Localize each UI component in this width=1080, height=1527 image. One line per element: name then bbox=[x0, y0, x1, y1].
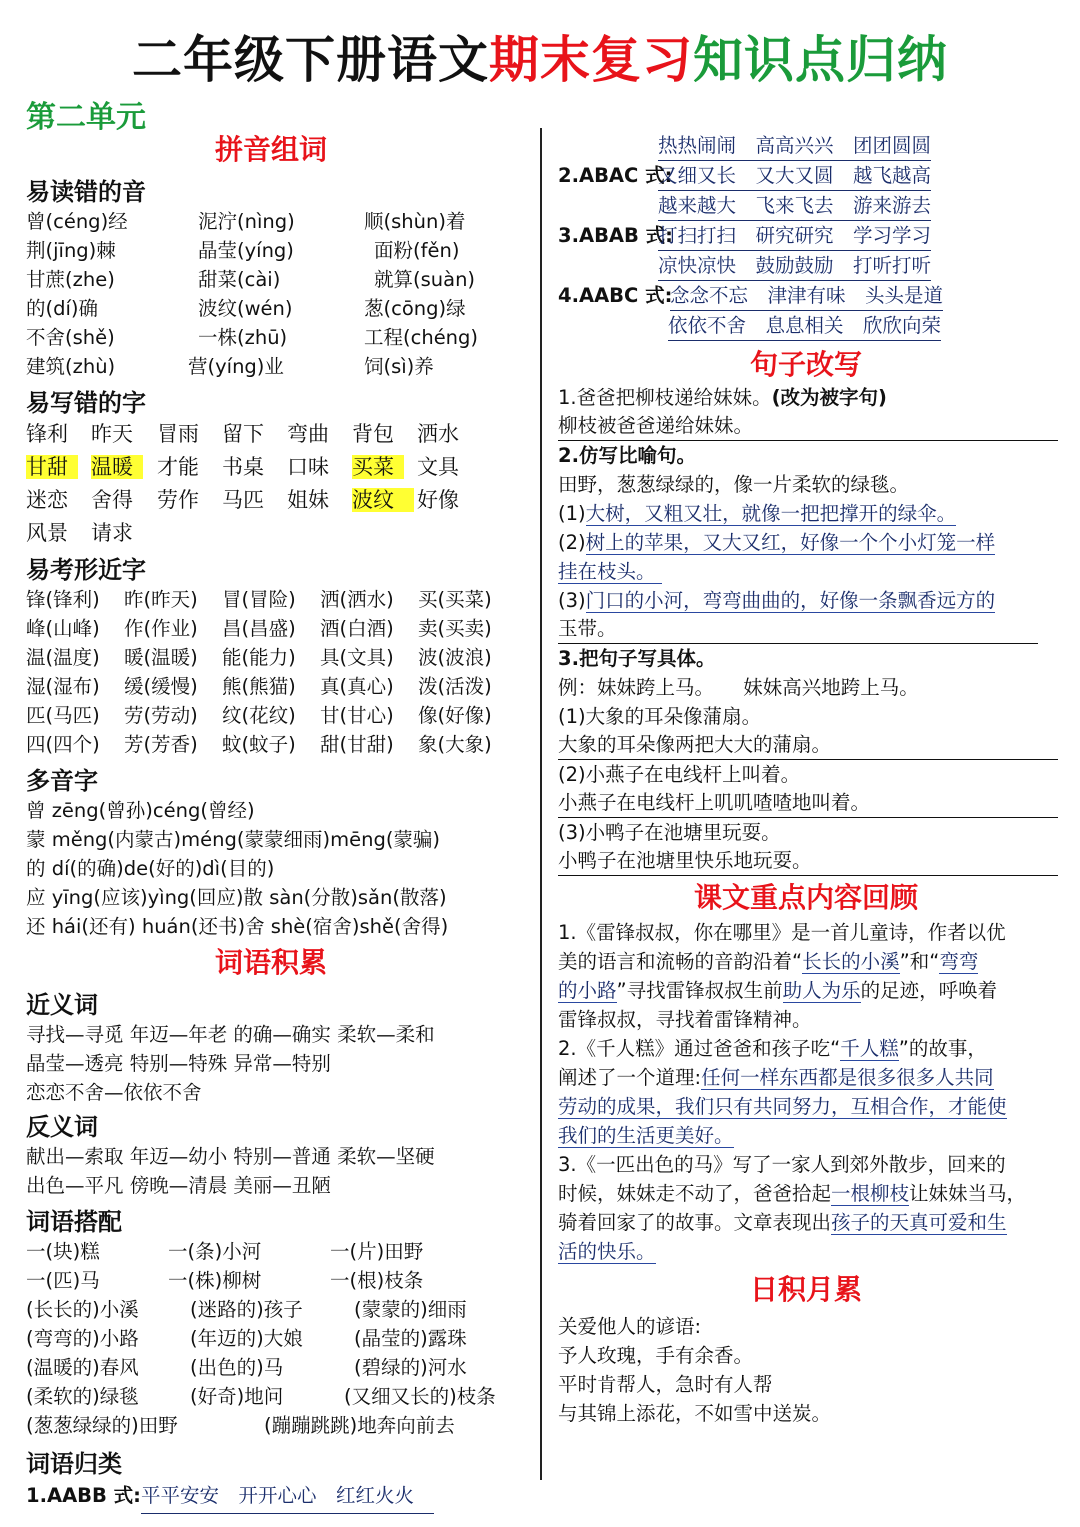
review-text: ”和“ bbox=[899, 950, 940, 973]
list-item: 甜菜(cài) bbox=[198, 268, 281, 291]
list-item: 甘蔗(zhe) bbox=[26, 268, 115, 291]
aabb-words-continued: 热热闹闹 高高兴兴 团团圆圆 bbox=[658, 131, 931, 161]
review-text: 让妹妹当马， bbox=[909, 1182, 1027, 1205]
abac-words: 越来越大 飞来飞去 游来游去 bbox=[658, 191, 931, 221]
list-item: 像(好像) bbox=[418, 704, 492, 727]
review-key: 千人糕 bbox=[840, 1037, 899, 1060]
list-item: 迷恋 bbox=[26, 488, 68, 512]
review-key: 弯弯 bbox=[939, 950, 979, 973]
list-item: 冒雨 bbox=[157, 422, 199, 446]
list-item: 荆(jīng)棘 bbox=[26, 239, 116, 262]
list-item: 饲(sì)养 bbox=[364, 355, 434, 378]
abac-label: 2.ABAC 式: bbox=[558, 164, 673, 187]
title-part-3: 知识点归纳 bbox=[693, 31, 948, 89]
list-item: 营(yíng)业 bbox=[188, 355, 284, 378]
list-item: (又细又长的)枝条 bbox=[344, 1385, 496, 1408]
list-item: 具(文具) bbox=[320, 646, 394, 669]
list-item: 工程(chéng) bbox=[364, 326, 479, 349]
list-item: 真(真心) bbox=[320, 675, 394, 698]
list-item: 马匹 bbox=[222, 488, 264, 512]
review-key: 的小路 bbox=[558, 979, 617, 1002]
review-key: 我们的生活更美好。 bbox=[558, 1124, 734, 1147]
review-key: 劳动的成果，我们只有共同努力，互相合作，才能使 bbox=[558, 1095, 1007, 1118]
list-item: 昌(昌盛) bbox=[222, 617, 296, 640]
list-item: 一(片)田野 bbox=[330, 1240, 424, 1263]
aabb-words: 平平安安 开开心心 红红火火 bbox=[141, 1479, 434, 1514]
highlighted-word: 波纹 bbox=[352, 488, 414, 512]
list-item: 泼(活泼) bbox=[418, 675, 492, 698]
item-number: (2) bbox=[558, 531, 586, 554]
list-item: (迷路的)孩子 bbox=[190, 1298, 303, 1321]
list-item: 文具 bbox=[417, 455, 459, 479]
list-item: 温(温度) bbox=[26, 646, 100, 669]
list-item: 甘(甘心) bbox=[320, 704, 394, 727]
list-item: 就算(suàn) bbox=[374, 268, 476, 291]
review-text: 骑着回家了的故事。文章表现出 bbox=[558, 1211, 832, 1234]
list-item: 风景 bbox=[26, 521, 68, 545]
sentence-3-question: (3)小鸭子在池塘里玩耍。 bbox=[558, 821, 781, 844]
list-item: 一株(zhū) bbox=[198, 326, 288, 349]
list-item: (葱葱绿绿的)田野 bbox=[26, 1414, 178, 1437]
section-review: 课文重点内容回顾 bbox=[693, 881, 918, 914]
proverb-line: 平时肯帮人，急时有人帮 bbox=[558, 1373, 773, 1396]
list-item: 卖(买卖) bbox=[418, 617, 492, 640]
right-column bbox=[558, 131, 1058, 1428]
list-item: 波(波浪) bbox=[418, 646, 492, 669]
review-line: 3.《一匹出色的马》写了一家人到郊外散步，回来的 bbox=[558, 1153, 1006, 1176]
list-item: 姐妹 bbox=[287, 488, 329, 512]
list-item: 曾 zēng(曾孙)céng(曾经) bbox=[26, 799, 255, 822]
highlighted-word: 买菜 bbox=[352, 455, 404, 479]
sentence-1-answer: 柳枝被爸爸递给妹妹。 bbox=[558, 412, 1058, 441]
list-item: 锋利 bbox=[26, 422, 68, 446]
classify-heading: 词语归类 bbox=[26, 1450, 122, 1478]
polyphone-list bbox=[26, 796, 526, 941]
list-item: 泥泞(nìng) bbox=[198, 210, 295, 233]
sentence-2-example: 田野，葱葱绿绿的，像一片柔软的绿毯。 bbox=[558, 473, 910, 496]
list-item: 一(株)柳树 bbox=[168, 1269, 262, 1292]
list-item: 劳作 bbox=[157, 488, 199, 512]
review-key: 长长的小溪 bbox=[802, 950, 900, 973]
list-item: 请求 bbox=[91, 521, 133, 545]
proverb-line: 与其锦上添花，不如雪中送炭。 bbox=[558, 1402, 832, 1425]
review-line: 1.《雷锋叔叔，你在哪里》是一首儿童诗，作者以优 bbox=[558, 921, 1006, 944]
proverb-line: 予人玫瑰，手有余香。 bbox=[558, 1344, 754, 1367]
list-item: 昨天 bbox=[91, 422, 133, 446]
list-item: 应 yīng(应该)yìng(回应)散 sàn(分散)sǎn(散落) bbox=[26, 886, 447, 909]
list-item: (温暖的)春风 bbox=[26, 1356, 139, 1379]
list-item: 峰(山峰) bbox=[26, 617, 100, 640]
list-item: 恋恋不舍—依依不舍 bbox=[26, 1081, 202, 1104]
sentence-3-example: 例：妹妹跨上马。 妹妹高兴地跨上马。 bbox=[558, 676, 919, 699]
list-item: 口味 bbox=[287, 455, 329, 479]
list-item: 的 dí(的确)de(好的)dì(目的) bbox=[26, 857, 275, 880]
list-item: 不舍(shě) bbox=[26, 326, 115, 349]
abab-words: 凉快凉快 鼓励鼓励 打听打听 bbox=[658, 251, 931, 281]
section-sentence: 句子改写 bbox=[749, 348, 862, 381]
list-item: 昨(昨天) bbox=[124, 588, 198, 611]
item-number: (3) bbox=[558, 589, 586, 612]
abab-words: 打扫打扫 研究研究 学习学习 bbox=[658, 221, 931, 251]
list-item: 留下 bbox=[222, 422, 264, 446]
abab-label: 3.ABAB 式: bbox=[558, 224, 673, 247]
list-item: 舍得 bbox=[91, 488, 133, 512]
similar-list bbox=[26, 585, 526, 759]
section-daily: 日积月累 bbox=[749, 1273, 862, 1306]
review-text: 的足迹，呼唤着 bbox=[860, 979, 998, 1002]
list-item: 的(dí)确 bbox=[26, 297, 99, 320]
list-item: 湿(湿布) bbox=[26, 675, 100, 698]
sentence-3-question: (1)大象的耳朵像蒲扇。 bbox=[558, 705, 762, 728]
list-item: (弯弯的)小路 bbox=[26, 1327, 139, 1350]
collocation-list bbox=[26, 1237, 526, 1440]
list-item: (蒙蒙的)细雨 bbox=[354, 1298, 467, 1321]
left-column bbox=[26, 128, 526, 1514]
list-item: 能(能力) bbox=[222, 646, 296, 669]
list-item: (碧绿的)河水 bbox=[354, 1356, 467, 1379]
collocation-heading: 词语搭配 bbox=[26, 1208, 122, 1236]
list-item: 晶莹(yíng) bbox=[198, 239, 294, 262]
list-item: 匹(马匹) bbox=[26, 704, 100, 727]
sentence-2-answer: 大树，又粗又壮，就像一把把撑开的绿伞。 bbox=[585, 502, 957, 525]
synonym-heading: 近义词 bbox=[26, 991, 98, 1019]
list-item: 一(条)小河 bbox=[168, 1240, 262, 1263]
review-text: 美的语言和流畅的音韵沿着“ bbox=[558, 950, 803, 973]
column-divider bbox=[540, 128, 542, 1480]
list-item: (出色的)马 bbox=[190, 1356, 284, 1379]
list-item: 洒(洒水) bbox=[320, 588, 394, 611]
list-item: 熊(熊猫) bbox=[222, 675, 296, 698]
list-item: 酒(白酒) bbox=[320, 617, 394, 640]
easy-read-heading: 易读错的音 bbox=[26, 178, 146, 206]
sentence-3-answer: 小鸭子在池塘里快乐地玩耍。 bbox=[558, 847, 1058, 876]
title-part-2: 期末复习 bbox=[489, 31, 693, 89]
aabc-words: 念念不忘 津津有味 头头是道 bbox=[670, 281, 943, 311]
list-item: (柔软的)绿毯 bbox=[26, 1385, 139, 1408]
sentence-1-question: 1.爸爸把柳枝递给妹妹。 bbox=[558, 386, 772, 409]
list-item: 一(块)糕 bbox=[26, 1240, 100, 1263]
list-item: (年迈的)大娘 bbox=[190, 1327, 303, 1350]
section-words: 词语积累 bbox=[214, 946, 327, 979]
review-text: 2.《千人糕》通过爸爸和孩子吃“ bbox=[558, 1037, 841, 1060]
item-number: (1) bbox=[558, 502, 586, 525]
list-item: 波纹(wén) bbox=[198, 297, 293, 320]
review-key: 任何一样东西都是很多很多人共同 bbox=[701, 1066, 994, 1089]
list-item: 冒(冒险) bbox=[222, 588, 296, 611]
list-item: 背包 bbox=[352, 422, 394, 446]
list-item: 芳(芳香) bbox=[124, 733, 198, 756]
sentence-2-answer: 门口的小河，弯弯曲曲的，好像一条飘香远方的 bbox=[585, 589, 996, 612]
list-item: 暖(温暖) bbox=[124, 646, 198, 669]
list-item: 面粉(fěn) bbox=[374, 239, 460, 262]
list-item: 建筑(zhù) bbox=[26, 355, 116, 378]
list-item: 作(作业) bbox=[124, 617, 198, 640]
list-item: 寻找—寻觅 年迈—年老 的确—确实 柔软—柔和 bbox=[26, 1023, 435, 1046]
aabb-label: 1.AABB 式: bbox=[26, 1484, 141, 1507]
list-item: 锋(锋利) bbox=[26, 588, 100, 611]
list-item: 蚊(蚊子) bbox=[222, 733, 296, 756]
list-item: 缓(缓慢) bbox=[124, 675, 198, 698]
review-text: 时候，妹妹走不动了，爸爸拾起 bbox=[558, 1182, 832, 1205]
list-item: 好像 bbox=[417, 488, 459, 512]
list-item: 四(四个) bbox=[26, 733, 100, 756]
aabc-words: 依依不舍 息息相关 欣欣向荣 bbox=[668, 311, 941, 341]
list-item: 象(大象) bbox=[418, 733, 492, 756]
list-item: 顺(shùn)着 bbox=[364, 210, 466, 233]
section-pinyin: 拼音组词 bbox=[214, 133, 327, 166]
similar-heading: 易考形近字 bbox=[26, 556, 146, 584]
list-item: 洒水 bbox=[417, 422, 459, 446]
polyphone-heading: 多音字 bbox=[26, 767, 98, 795]
review-text: ”寻找雷锋叔叔生前 bbox=[616, 979, 783, 1002]
list-item: 晶莹—透亮 特别—特殊 异常—特别 bbox=[26, 1052, 331, 1075]
review-key: 活的快乐。 bbox=[558, 1240, 656, 1263]
sentence-3-question: (2)小燕子在电线杆上叫着。 bbox=[558, 763, 801, 786]
list-item: 蒙 měng(内蒙古)méng(蒙蒙细雨)mēng(蒙骗) bbox=[26, 828, 441, 851]
sentence-3-answer: 小燕子在电线杆上叽叽喳喳地叫着。 bbox=[558, 789, 1058, 818]
list-item: 出色—平凡 傍晚—清晨 美丽—丑陋 bbox=[26, 1174, 331, 1197]
list-item: 一(根)枝条 bbox=[330, 1269, 424, 1292]
abac-words: 又细又长 又大又圆 越飞越高 bbox=[658, 161, 931, 191]
list-item: 献出—索取 年迈—幼小 特别—普通 柔软—坚硬 bbox=[26, 1145, 435, 1168]
list-item: (长长的)小溪 bbox=[26, 1298, 139, 1321]
sentence-3-title: 3.把句子写具体。 bbox=[558, 647, 716, 670]
highlighted-word: 温暖 bbox=[91, 455, 143, 479]
review-key: 孩子的天真可爱和生 bbox=[831, 1211, 1007, 1234]
sentence-2-answer: 挂在枝头。 bbox=[558, 560, 662, 584]
review-line: 雷锋叔叔，寻找着雷锋精神。 bbox=[558, 1008, 812, 1031]
unit-heading: 第二单元 bbox=[26, 100, 146, 135]
list-item: 买(买菜) bbox=[418, 588, 492, 611]
aabc-label: 4.AABC 式: bbox=[558, 284, 673, 307]
antonym-heading: 反义词 bbox=[26, 1113, 98, 1141]
sentence-2-title: 2.仿写比喻句。 bbox=[558, 444, 696, 467]
list-item: (蹦蹦跳跳)地奔向前去 bbox=[264, 1414, 455, 1437]
list-item: 才能 bbox=[157, 455, 199, 479]
sentence-2-answer: 玉带。 bbox=[558, 615, 1038, 644]
list-item: 弯曲 bbox=[287, 422, 329, 446]
easy-read-list bbox=[26, 207, 526, 381]
highlighted-word: 甘甜 bbox=[26, 455, 78, 479]
easy-write-heading: 易写错的字 bbox=[26, 389, 146, 417]
page-title bbox=[0, 28, 1080, 92]
review-key: 助人为乐 bbox=[782, 979, 861, 1002]
list-item: 甜(甘甜) bbox=[320, 733, 394, 756]
list-item: 一(匹)马 bbox=[26, 1269, 100, 1292]
sentence-2-answer: 树上的苹果，又大又红，好像一个个小灯笼一样 bbox=[585, 531, 996, 554]
sentence-1-hint: (改为被字句) bbox=[771, 386, 887, 409]
easy-write-list bbox=[26, 418, 526, 550]
list-item: (好奇)地问 bbox=[190, 1385, 284, 1408]
list-item: 劳(劳动) bbox=[124, 704, 198, 727]
list-item: (晶莹的)露珠 bbox=[354, 1327, 467, 1350]
sentence-3-answer: 大象的耳朵像两把大大的蒲扇。 bbox=[558, 731, 1058, 760]
list-item: 还 hái(还有) huán(还书)舍 shè(宿舍)shě(舍得) bbox=[26, 915, 449, 938]
list-item: 葱(cōng)绿 bbox=[364, 297, 466, 320]
proverb-line: 关爱他人的谚语: bbox=[558, 1315, 702, 1338]
list-item: 曾(céng)经 bbox=[26, 210, 128, 233]
list-item: 书桌 bbox=[222, 455, 264, 479]
review-text: ”的故事， bbox=[898, 1037, 987, 1060]
review-text: 阐述了一个道理: bbox=[558, 1066, 702, 1089]
title-part-1: 二年级下册语文 bbox=[132, 31, 489, 89]
review-key: 一根柳枝 bbox=[831, 1182, 910, 1205]
list-item: 纹(花纹) bbox=[222, 704, 296, 727]
